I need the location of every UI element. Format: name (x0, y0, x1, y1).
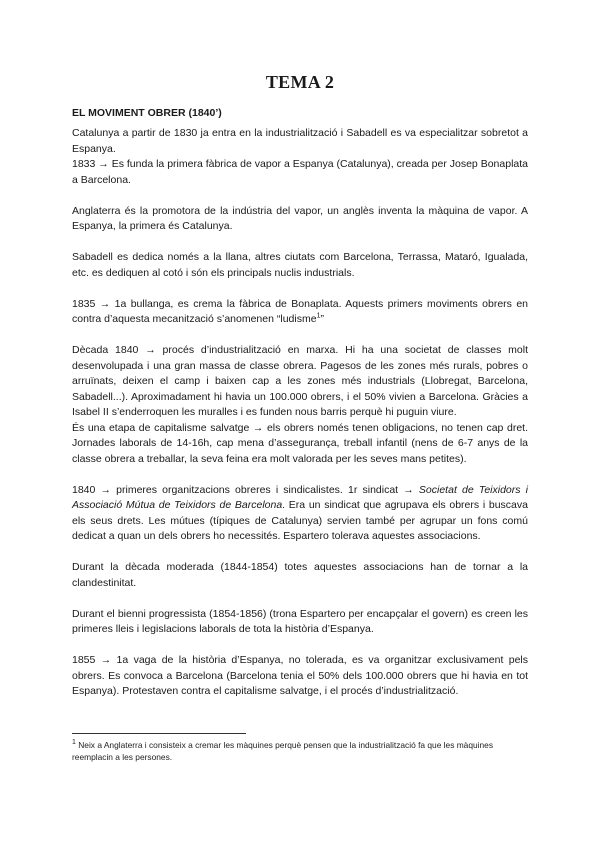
paragraph: És una etapa de capitalisme salvatge → els obrers només tenen obligacions, no tenen cap dret. Jornades laborals de 14-16h, cap mena d’assegurança, treball infantil (nens de 6-7 anys de la classe obrera a treballar, la seva feina era molt valorada per les seves mans petites). (72, 421, 528, 465)
paragraph-organitzacions (72, 483, 528, 545)
paragraph: Durant el bienni progressista (1854-1856) (trona Espartero per encapçalar el govern) es creen les primeres lleis i legislacions laborals de tota la història d’Espanya. (72, 607, 528, 635)
footnote (72, 739, 528, 763)
paragraph-text: 1840 → primeres organitzacions obreres i sindicalistes. 1r sindicat → (72, 483, 419, 496)
paragraph: Catalunya a partir de 1830 ja entra en la industrialització i Sabadell es va especialitzar sobretot a Espanya. (72, 127, 528, 155)
footnote-text: Neix a Anglaterra i consisteix a cremar les màquines perquè pensen que la industrialització fa que les màquines reemplacin a les persones. (72, 740, 494, 762)
union-name: Societat de Teixidors i Associació Mútua de Teixidors de Barcelona (72, 483, 528, 511)
paragraph: 1855 → 1a vaga de la història d’Espanya, no tolerada, es va organitzar exclusivament pels obrers. Es convoca a Barcelona (Barcelona tenia el 50% dels 100.000 obrers que hi havia en tot Espanya). Protestaven contra el capitalisme salvatge, i el procés d’industrialització. (72, 654, 528, 697)
paragraph: Anglaterra és la promotora de la indústria del vapor, un anglès inventa la màquina de vapor. A Espanya, la primera és Catalunya. (72, 204, 528, 232)
section-heading: EL MOVIMENT OBRER (1840’) (72, 107, 222, 119)
paragraph-bullanga (72, 297, 528, 328)
paragraph: Dècada 1840 → procés d’industrialització en marxa. Hi ha una societat de classes molt desenvolupada i una gran massa de classe obrera. Pagesos de les zones més rurals, pobres o arruïnats, deixen el camp i baixen cap a les zones més industrials (Llobregat, Barcelona, Sabadell...). Aproximadament hi havia un 100.000 obrers, i el 50% vivien a Barcelona. Gràcies a Isabel II s’enderroquen les muralles i es funden nous barris perquè hi puguin viure. (72, 344, 528, 418)
paragraph: 1833 → Es funda la primera fàbrica de vapor a Espanya (Catalunya), creada per Josep Bonaplata a Barcelona. (72, 158, 528, 186)
closing-quote: ” (320, 313, 324, 325)
document-body (72, 126, 528, 700)
footnote-marker: 1 (72, 739, 76, 747)
page-title: TEMA 2 (265, 72, 335, 92)
paragraph-text: 1835 → 1a bullanga, es crema la fàbrica de Bonaplata. Aquests primers moviments obrers en contra d’aquesta mecanització s’anomenen “ludisme (72, 297, 528, 325)
footnote-reference[interactable]: 1 (316, 312, 321, 320)
footnote-divider (72, 733, 246, 734)
paragraph: Durant la dècada moderada (1844-1854) totes aquestes associacions han de tornar a la clandestinitat. (72, 561, 528, 589)
paragraph-text: . Era un sindicat que agrupava els obrers i buscava els seus drets. Les mútues (típiques de Catalunya) servien també per agrupar un fons comú dedicat a quan un dels obrers ho necessités. Espartero tolerava aquestes associacions. (72, 499, 528, 542)
paragraph: Sabadell es dedica només a la llana, altres ciutats com Barcelona, Terrassa, Mataró, Igualada, etc. es dediquen al cotó i són els principals nuclis industrials. (72, 251, 528, 279)
